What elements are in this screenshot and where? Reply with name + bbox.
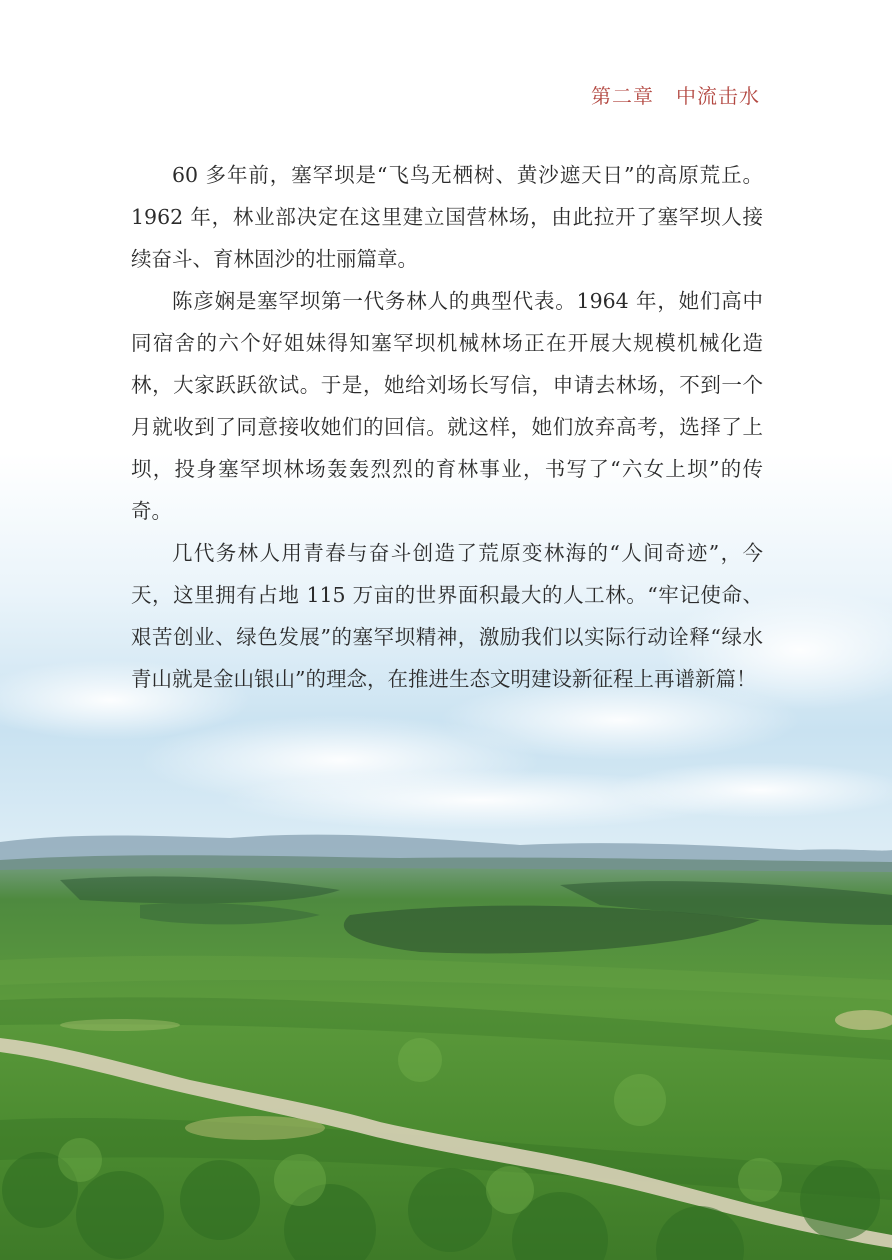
paragraph-1: 60 多年前，塞罕坝是“飞鸟无栖树、黄沙遮天日”的高原荒丘。1962 年，林业部决定在这里建立国营林场，由此拉开了塞罕坝人接续奋斗、育林固沙的壮丽篇章。 <box>131 163 763 271</box>
paragraph-2: 陈彦娴是塞罕坝第一代务林人的典型代表。1964 年，她们高中同宿舍的六个好姐妹得知塞罕坝机械林场正在开展大规模机械化造林，大家跃跃欲试。于是，她给刘场长写信，申请去林场，不到一个月就收到了同意接收她们的回信。就这样，她们放弃高考，选择了上坝，投身塞罕坝林场轰轰烈烈的育林事业，书写了“六女上坝”的传奇。 <box>131 289 763 523</box>
body-text <box>131 154 763 700</box>
chapter-header <box>591 80 760 109</box>
chapter-title: 中流击水 <box>676 84 760 108</box>
chapter-number: 第二章 <box>591 84 654 108</box>
paragraph-3: 几代务林人用青春与奋斗创造了荒原变林海的“人间奇迹”，今天，这里拥有占地 115 万亩的世界面积最大的人工林。“牢记使命、艰苦创业、绿色发展”的塞罕坝精神，激励我们以实际行动诠释“绿水青山就是金山银山”的理念，在推进生态文明建设新征程上再谱新篇！ <box>131 541 763 691</box>
